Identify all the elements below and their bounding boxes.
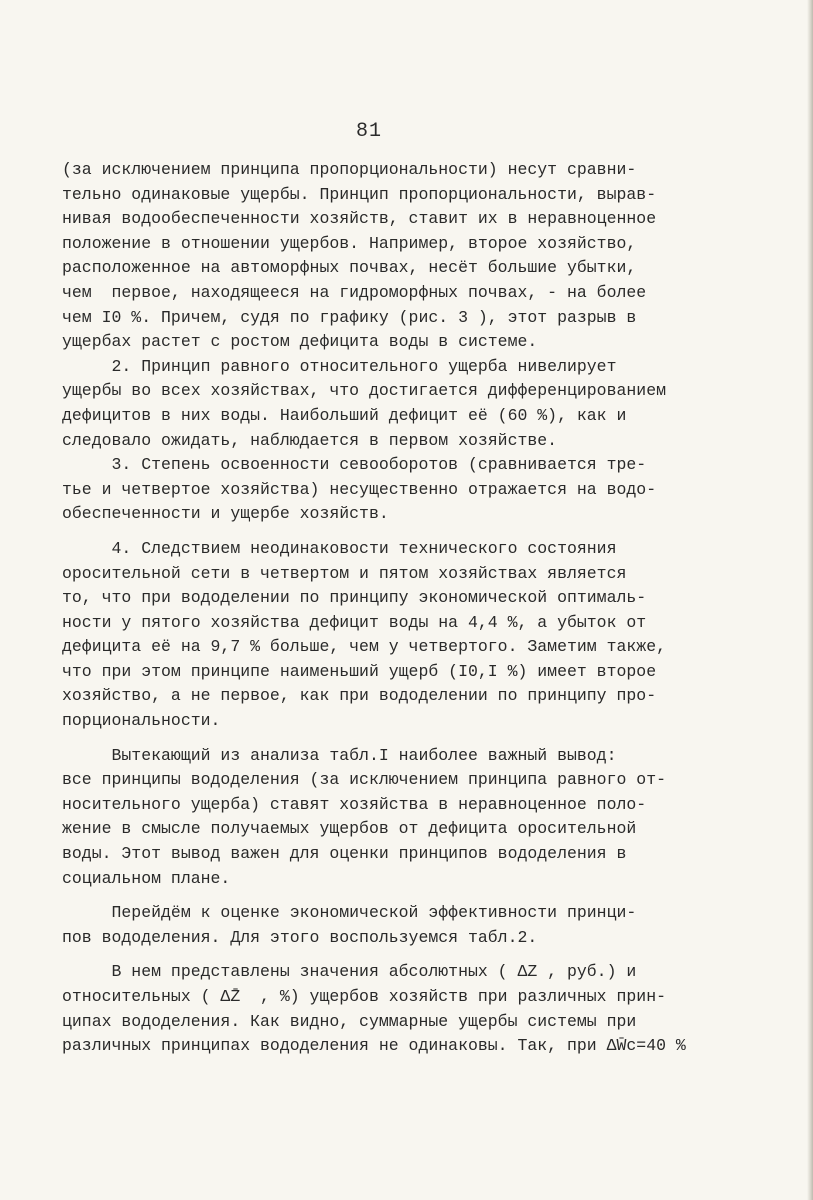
text-line: В нем представлены значения абсолютных ( ΔZ , руб.) и <box>62 962 637 982</box>
text-line: (за исключением принципа пропорциональности) несут сравни- <box>62 160 637 179</box>
text-line: 4. Следствием неодинаковости технического состояния <box>62 538 617 558</box>
text-line: ности у пятого хозяйства дефицит воды на 4,4 %, а убыток от <box>62 612 647 632</box>
text-line: чем первое, находящееся на гидроморфных почвах, - на более <box>62 282 647 302</box>
paragraph-7 <box>62 960 702 1058</box>
paragraph-2 <box>62 355 702 453</box>
text-line: пов вододеления. Для этого воспользуемся табл.2. <box>62 927 538 947</box>
paragraph-gap <box>62 527 702 537</box>
text-line: различных принципах вододеления не одинаковы. Так, при ΔW̄c=40 % <box>62 1036 686 1056</box>
text-line: 2. Принцип равного относительного ущерба нивелирует <box>62 356 617 376</box>
paragraph-4 <box>62 537 702 734</box>
paragraph-3 <box>62 453 702 527</box>
text-line: нивая водообеспеченности хозяйств, ставит их в неравноценное <box>62 209 657 229</box>
text-line: тье и четвертое хозяйства) несущественно отражается на водо- <box>62 479 657 499</box>
text-line: жение в смысле получаемых ущербов от дефицита оросительной <box>62 819 637 839</box>
paragraph-gap <box>62 950 702 960</box>
text-line: ущербы во всех хозяйствах, что достигается дифференцированием <box>62 381 666 401</box>
text-line: дефицита её на 9,7 % больше, чем у четвертого. Заметим также, <box>62 637 666 657</box>
paragraph-6 <box>62 901 702 950</box>
text-line: воды. Этот вывод важен для оценки принципов вододеления в <box>62 844 627 864</box>
page-edge-shadow <box>807 0 813 1200</box>
paragraph-gap <box>62 891 702 901</box>
body-text <box>62 158 702 1059</box>
paragraph-gap <box>62 734 702 744</box>
text-line: что при этом принципе наименьший ущерб (I0,I %) имеет второе <box>62 661 657 681</box>
text-line: ципах вододеления. Как видно, суммарные ущербы системы при <box>62 1011 637 1031</box>
text-line: ущербах растет с ростом дефицита воды в системе. <box>62 332 538 352</box>
page-number: 81 <box>356 120 383 143</box>
text-line: Перейдём к оценке экономической эффективности принци- <box>62 903 637 923</box>
paragraph-1 <box>62 158 702 355</box>
paragraph-5 <box>62 744 702 892</box>
text-line: оросительной сети в четвертом и пятом хозяйствах является <box>62 563 627 583</box>
text-line: дефицитов в них воды. Наибольший дефицит её (60 %), как и <box>62 405 627 425</box>
text-line: относительных ( ΔZ̄ , %) ущербов хозяйств при различных прин- <box>62 987 666 1006</box>
text-line: тельно одинаковые ущербы. Принцип пропорциональности, вырав- <box>62 184 657 204</box>
text-line: обеспеченности и ущербе хозяйств. <box>62 504 389 524</box>
text-line: порциональности. <box>62 711 221 731</box>
text-line: 3. Степень освоенности севооборотов (сравнивается тре- <box>62 455 647 475</box>
text-line: хозяйство, а не первое, как при вододелении по принципу про- <box>62 686 657 706</box>
text-line: чем I0 %. Причем, судя по графику (рис. 3 ), этот разрыв в <box>62 307 637 327</box>
text-line: то, что при вододелении по принципу экономической оптималь- <box>62 588 647 608</box>
text-line: социальном плане. <box>62 868 231 888</box>
text-line: все принципы вододеления (за исключением принципа равного от- <box>62 770 666 790</box>
text-line: носительного ущерба) ставят хозяйства в неравноценное поло- <box>62 794 647 814</box>
text-line: положение в отношении ущербов. Например, второе хозяйство, <box>62 233 637 253</box>
text-line: следовало ожидать, наблюдается в первом хозяйстве. <box>62 430 558 450</box>
text-line: расположенное на автоморфных почвах, несёт большие убытки, <box>62 258 637 278</box>
text-line: Вытекающий из анализа табл.I наиболее важный вывод: <box>62 745 617 765</box>
